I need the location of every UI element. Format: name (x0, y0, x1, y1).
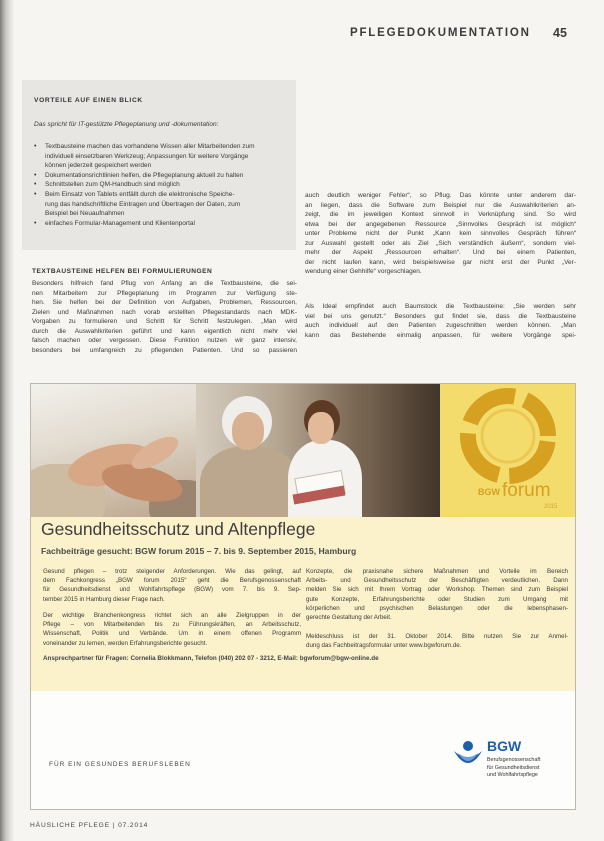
article-line: zur Auswahl gestellt oder als Ziel „Sich verständlich äußern“, sondern viel- (305, 239, 576, 247)
bullet-line: • einfaches Formular-Management und Klientenportal (45, 219, 195, 227)
photo-caregiver-and-resident (196, 384, 440, 517)
ad-contact: Ansprechpartner für Fragen: Cornelia Blokkmann, Telefon (040) 202 07 - 3212, E-Mail: bgwforum@bgw-online.de (43, 655, 379, 662)
info-box-intro: Das spricht für IT-gestützte Pflegeplanung und -dokumentation: (34, 121, 219, 128)
article-line: mehr der Aspekt „Ressourcen erhalten“. Und bei einem Patienten, (305, 249, 576, 256)
bullet-line: • Dokumentationsrichtlinien helfen, die Pflegeplanung aktuell zu halten (45, 171, 244, 179)
article-line: besonders bei umfangreich zu pflegenden Patienten. Und so passieren (32, 346, 297, 354)
bullet-line: Beispiel bei Neuaufnahmen (45, 210, 125, 218)
ad-line: tember 2015 in Hamburg dieser Frage nach. (43, 595, 165, 603)
bullet-line: • Schnittstellen zum QM-Handbuch sind möglich (45, 181, 180, 189)
ad-title: Gesundheitsschutz und Altenpflege (41, 519, 316, 539)
advertisement (30, 383, 576, 810)
page-footer: HÄUSLICHE PFLEGE | 07.2014 (30, 822, 149, 829)
bullet-item (34, 219, 284, 229)
article-line: Als Ideal empfindet auch Baumstock die Textbausteine: „Sie werden sehr (305, 303, 576, 310)
bullet-line: rung das handschriftliche Eintragen und Übertragen der Daten, zum (45, 200, 241, 208)
article-subheading: TEXTBAUSTEINE HELFEN BEI FORMULIERUNGEN (32, 268, 213, 275)
page-number: 45 (553, 26, 567, 40)
bullet-line: • Beim Einsatz von Tablets entfällt durch die elektronische Speiche- (45, 190, 235, 198)
photo-resident-face (232, 412, 264, 450)
scan-edge-shadow (0, 0, 14, 841)
ad-column-right-paragraph (306, 567, 568, 622)
ad-line: melden Sie sich mit Ihrem Vortrag oder Workshop. Themen sind zum Beispiel (306, 586, 568, 594)
article-line: falsch machen oder vergessen. Diese Funktion nutzen wir ganz intensiv, (32, 337, 297, 344)
article-line: durch die Auswahlkriterien geführt und kann eigentlich nicht mehr viel (32, 327, 297, 335)
bgw-logo-line: Berufsgenossenschaft (487, 757, 541, 763)
bullet-line: können jederzeit gespeichert werden (45, 162, 152, 170)
ad-subtitle: Fachbeiträge gesucht: BGW forum 2015 – 7. bis 9. September 2015, Hamburg (41, 546, 357, 556)
article-line: kann das Bestehende einmalig anpassen, für weitere Vorgänge spei- (305, 331, 576, 339)
ad-line: Der wichtige Branchenkongress richtet sich an alle Zielgruppen in der (43, 612, 301, 619)
ad-line: Pflege – von Mitarbeitenden bis zu Führungskräften, an Arbeitsschutz, (43, 621, 301, 629)
ad-column-right-paragraph (306, 632, 568, 650)
bgw-logo-line: und Wohlfahrtspflege (487, 772, 538, 779)
article-line: auch individuell auf den Patienten zugeschnitten werden können. „Man (305, 322, 576, 329)
section-title: PFLEGEDOKUMENTATION (350, 27, 531, 39)
photo-hands (31, 384, 196, 517)
article-line: Besonders hilfreich fand Pflug von Anfang an die Textbausteine, die sei- (32, 280, 297, 287)
forum-logo-word: forum (502, 480, 551, 501)
article-line: auch deutlich weniger Fehler“, so Pflug. Das könnte unter anderem dar- (305, 192, 576, 199)
info-box (22, 80, 296, 250)
bgw-logo-line: für Gesundheitsdienst (487, 764, 540, 771)
forum-logo-brand: BGW (478, 487, 500, 497)
ad-line: Konzepte, die praxisnahe sichere Maßnahmen und Vorteile im Bereich (306, 568, 568, 575)
bgw-forum-logo-panel (440, 384, 575, 517)
article-line: hen. Sie helfen bei der Definition von Aufgaben, Problemen, Ressourcen, (32, 299, 297, 306)
info-box-title: VORTEILE AUF EINEN BLICK (34, 97, 143, 104)
article-column-right-paragraph (305, 302, 576, 340)
ad-line: voneinander zu lernen, werden Erfahrungsberichte gesucht. (43, 639, 208, 647)
ad-line: für Gesundheitsdienst und Wohlfahrtspflege (BGW) vom 7. bis 9. Sep- (43, 586, 301, 594)
article-line: viel bei uns genutzt.“ Besonders gut findet sie, dass die Textbausteine (305, 312, 576, 320)
ad-column-left-paragraph (43, 567, 301, 604)
article-line: an liegen, dass die Software zum Beispiel nur die Auswahlkriterien an- (305, 201, 576, 209)
article-line: zeigt, die im jeweiligen Kontext sinnvoll in Verknüpfung sind. So wird (305, 211, 576, 218)
ad-line: körperlichen und psychischen Belastungen oder die lebensphasen- (306, 604, 568, 612)
bullet-item (34, 180, 284, 190)
ad-line: Meldeschluss ist der 31. Oktober 2014. Bitte nutzen Sie zur Anmel- (306, 633, 568, 640)
article-line: Zielen und Maßnahmen nach vorab erstellten Pflegestandards nach MDK- (32, 308, 297, 316)
article-line: wendung einer Gehhilfe“ vorgeschlagen. (305, 268, 422, 275)
article-line: nen Mitarbeitern zur Pflegeplanung im Programm zur Verfügung ste- (32, 289, 297, 297)
article-column-left (32, 279, 297, 355)
bullet-item (34, 142, 284, 171)
bgw-logo-subline (487, 757, 540, 780)
bullet-item (34, 171, 284, 181)
forum-logo-year: 2015 (544, 504, 558, 510)
ad-line: dung das Fachbeitragsformular unter www.bgwforum.de. (306, 642, 462, 650)
photo-resident-body (200, 446, 300, 517)
ad-line: Wissenschaft, Politik und Verbände. Um in einem offenen Programm (43, 630, 301, 638)
bgw-wordmark: BGW (487, 738, 522, 754)
ad-line: gerechte Gestaltung der Arbeit. (306, 613, 392, 621)
article-column-right-paragraph (305, 191, 576, 277)
bgw-person-icon (453, 739, 483, 771)
ad-line: dem Fachkongress „BGW forum 2015“ geht die Berufsgenossenschaft (43, 577, 301, 585)
bullet-list (34, 142, 284, 228)
article-line: unter Probleme nicht der Punkt „Kann kein sinnvolles Gespräch führen“ (305, 230, 576, 237)
ad-line: Arbeits- und Gesundheitsschutz der Beschäftigten verdeutlichen. Dann (306, 577, 568, 585)
ad-column-left-paragraph (43, 611, 301, 648)
ad-tagline: FÜR EIN GESUNDES BERUFSLEBEN (49, 761, 191, 768)
bullet-line: • Textbausteine machen das vorhandene Wissen aller Mitarbeitenden zum (45, 143, 255, 150)
photo-caregiver-face (308, 412, 334, 444)
article-line: der nicht laufen kann, wird beispielsweise gar nicht erst der Punkt „Ver- (305, 258, 576, 266)
ad-line: gute Konzepte, Erfahrungsberichte oder Studien zum Umgang mit (306, 595, 568, 603)
article-line: Vorgaben zu formulieren und Schritt für Schritt festzulegen. „Man wird (32, 318, 297, 325)
bullet-line: individuell einsetzbaren Werkzeug; Anpassungen für weitere Vorgänge (45, 152, 249, 160)
ad-line: Gesund pflegen – trotz steigender Anforderungen. Wie das gelingt, auf (43, 568, 301, 575)
photo-shade (371, 384, 440, 517)
article-line: etwa bei der angegebenen Ressource „Sinnvolles Gespräch ist möglich“ (305, 220, 576, 228)
bullet-item (34, 190, 284, 219)
